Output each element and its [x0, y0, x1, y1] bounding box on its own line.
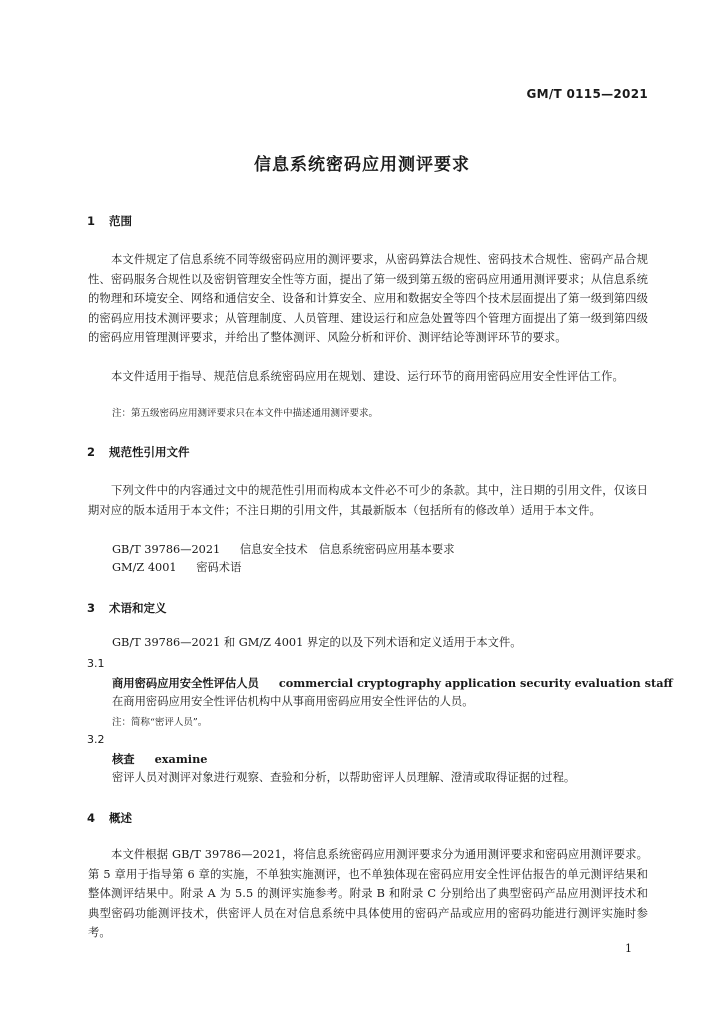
- section-1-heading: [87, 213, 132, 229]
- section-3-heading: [87, 600, 167, 616]
- section-1-note: 注：第五级密码应用测评要求只在本文件中描述通用测评要求。: [112, 408, 379, 419]
- reference-item: [112, 559, 241, 577]
- term-chinese: 核查: [112, 752, 135, 766]
- reference-code: GB/T 39786—2021: [112, 543, 221, 556]
- section-2-paragraph-1: 下列文件中的内容通过文中的规范性引用而构成本文件必不可少的条款。其中，注日期的引用文件，仅该日期对应的版本适用于本文件；不注日期的引用文件，其最新版本（包括所有的修改单）适用于本文件。: [88, 484, 648, 517]
- term-english: examine: [154, 752, 208, 766]
- term-number: 3.2: [87, 733, 105, 746]
- term-english: commercial cryptography application security evaluation staff: [278, 676, 673, 690]
- page-number: 1: [625, 942, 632, 955]
- section-title: 概述: [109, 811, 132, 825]
- term-chinese: 商用密码应用安全性评估人员: [112, 676, 259, 690]
- term-heading: [112, 751, 208, 767]
- section-4-heading: [87, 810, 132, 826]
- reference-title: 密码术语: [196, 561, 242, 574]
- section-number: 3: [87, 601, 96, 615]
- term-definition: 密评人员对测评对象进行观察、查验和分析，以帮助密评人员理解、澄清或取得证据的过程。: [112, 771, 576, 784]
- section-number: 1: [87, 214, 96, 228]
- reference-code: GM/Z 4001: [112, 561, 177, 574]
- section-number: 2: [87, 445, 96, 459]
- term-number: 3.1: [87, 657, 105, 670]
- term-note: 注：简称“密评人员”。: [112, 717, 208, 728]
- section-title: 术语和定义: [109, 601, 167, 615]
- section-title: 范围: [109, 214, 132, 228]
- term-definition: 在商用密码应用安全性评估机构中从事商用密码应用安全性评估的人员。: [112, 695, 474, 708]
- section-1-paragraph-2: 本文件适用于指导、规范信息系统密码应用在规划、建设、运行环节的商用密码应用安全性评估工作。: [111, 370, 624, 383]
- reference-title: 信息安全技术 信息系统密码应用基本要求: [239, 543, 455, 556]
- reference-item: [112, 541, 455, 559]
- standard-code: GM/T 0115—2021: [526, 87, 648, 101]
- section-number: 4: [87, 811, 96, 825]
- document-title: 信息系统密码应用测评要求: [254, 155, 470, 175]
- section-3-paragraph-1: GB/T 39786—2021 和 GM/Z 4001 界定的以及下列术语和定义适用于本文件。: [112, 636, 522, 649]
- term-heading: [112, 675, 673, 691]
- section-1-paragraph-1: 本文件规定了信息系统不同等级密码应用的测评要求，从密码算法合规性、密码技术合规性、密码产品合规性、密码服务合规性以及密钥管理安全性等方面，提出了第一级到第五级的密码应用通用测评要求；从信息系统的物理和环境安全、网络和通信安全、设备和计算安全、应用和数据安全等四个技术层面提出了第一级到第四级的密码应用技术测评要求；从管理制度、人员管理、建设运行和应急处置等四个管理方面提出了第一级到第四级的密码应用管理测评要求，并给出了整体测评、风险分析和评价、测评结论等测评环节的要求。: [88, 253, 648, 345]
- section-2-heading: [87, 444, 190, 460]
- section-title: 规范性引用文件: [109, 445, 190, 459]
- section-4-paragraph-1: 本文件根据 GB/T 39786—2021，将信息系统密码应用测评要求分为通用测评要求和密码应用测评要求。第 5 章用于指导第 6 章的实施，不单独实施测评，也不单独体现在密码应用安全性评估报告的单元测评结果和整体测评结果中。附录 A 为 5.5 的测评实施参考。附录 B 和附录 C 分别给出了典型密码产品应用测评技术和典型密码功能测评技术，供密评人员在对信息系统中具体使用的密码产品或应用的密码功能进行测评实施时参考。: [88, 848, 648, 940]
